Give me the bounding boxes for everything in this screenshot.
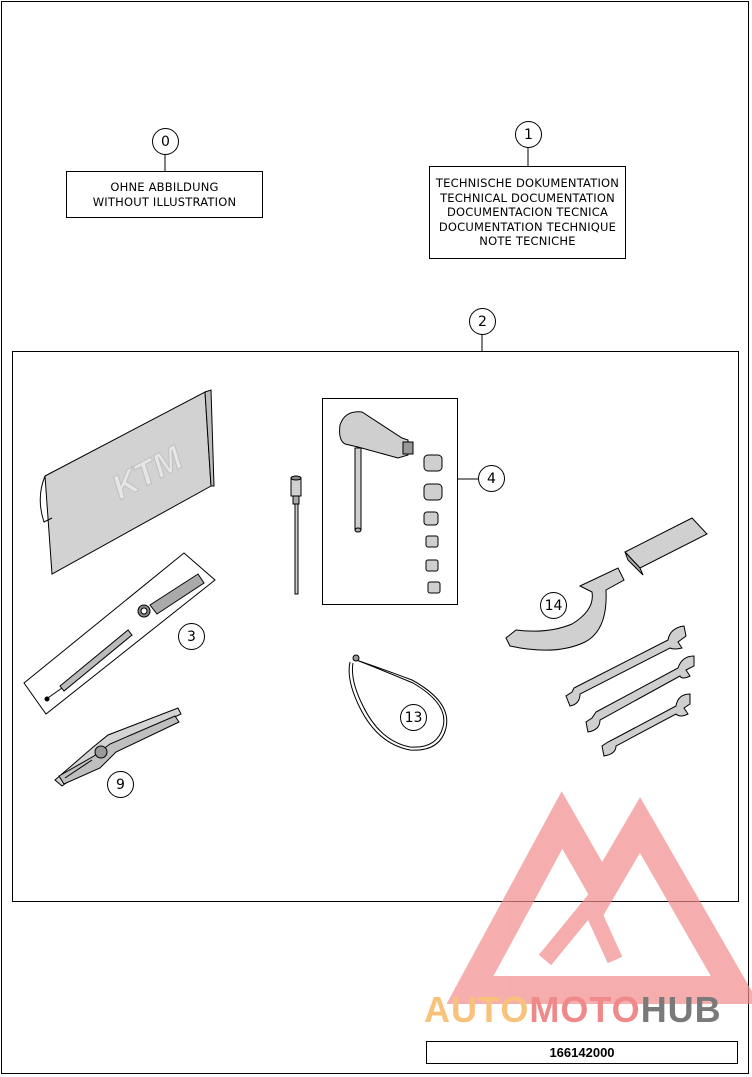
cable <box>349 655 447 750</box>
watermark-moto: MOTO <box>529 989 641 1030</box>
doc-line-en: TECHNICAL DOCUMENTATION <box>440 190 615 205</box>
watermark-hub: HUB <box>640 989 722 1030</box>
callout-1: 1 <box>515 121 542 148</box>
open-end-wrenches <box>566 626 694 756</box>
tool-pouch <box>40 390 214 574</box>
label-line-de: OHNE ABBILDUNG <box>110 180 219 194</box>
callout-pliers: 9 <box>107 771 134 798</box>
callout-socket-set: 4 <box>478 465 505 492</box>
doc-line-fr: DOCUMENTATION TECHNIQUE <box>438 219 617 234</box>
watermark-text <box>424 990 722 1030</box>
label-line-en: WITHOUT ILLUSTRATION <box>92 194 237 209</box>
doc-line-de: TECHNISCHE DOKUMENTATION <box>435 176 620 191</box>
extension-bar <box>291 476 301 594</box>
callout-toolkit: 2 <box>469 308 496 335</box>
svg-text:KTM: KTM <box>105 438 189 508</box>
doc-line-es: DOCUMENTACION TECNICA <box>446 205 609 220</box>
callout-hook-wrench: 14 <box>540 592 567 619</box>
doc-line-it: NOTE TECNICHE <box>479 234 576 249</box>
callout-screwdriver: 3 <box>178 623 205 650</box>
callout-0: 0 <box>152 128 179 155</box>
callout-cable: 13 <box>400 704 427 731</box>
part-number: 166142000 <box>426 1041 738 1064</box>
watermark-logo <box>470 820 735 990</box>
label-technical-documentation <box>429 166 626 259</box>
watermark-auto: AUTO <box>424 989 530 1030</box>
label-without-illustration <box>66 171 263 218</box>
